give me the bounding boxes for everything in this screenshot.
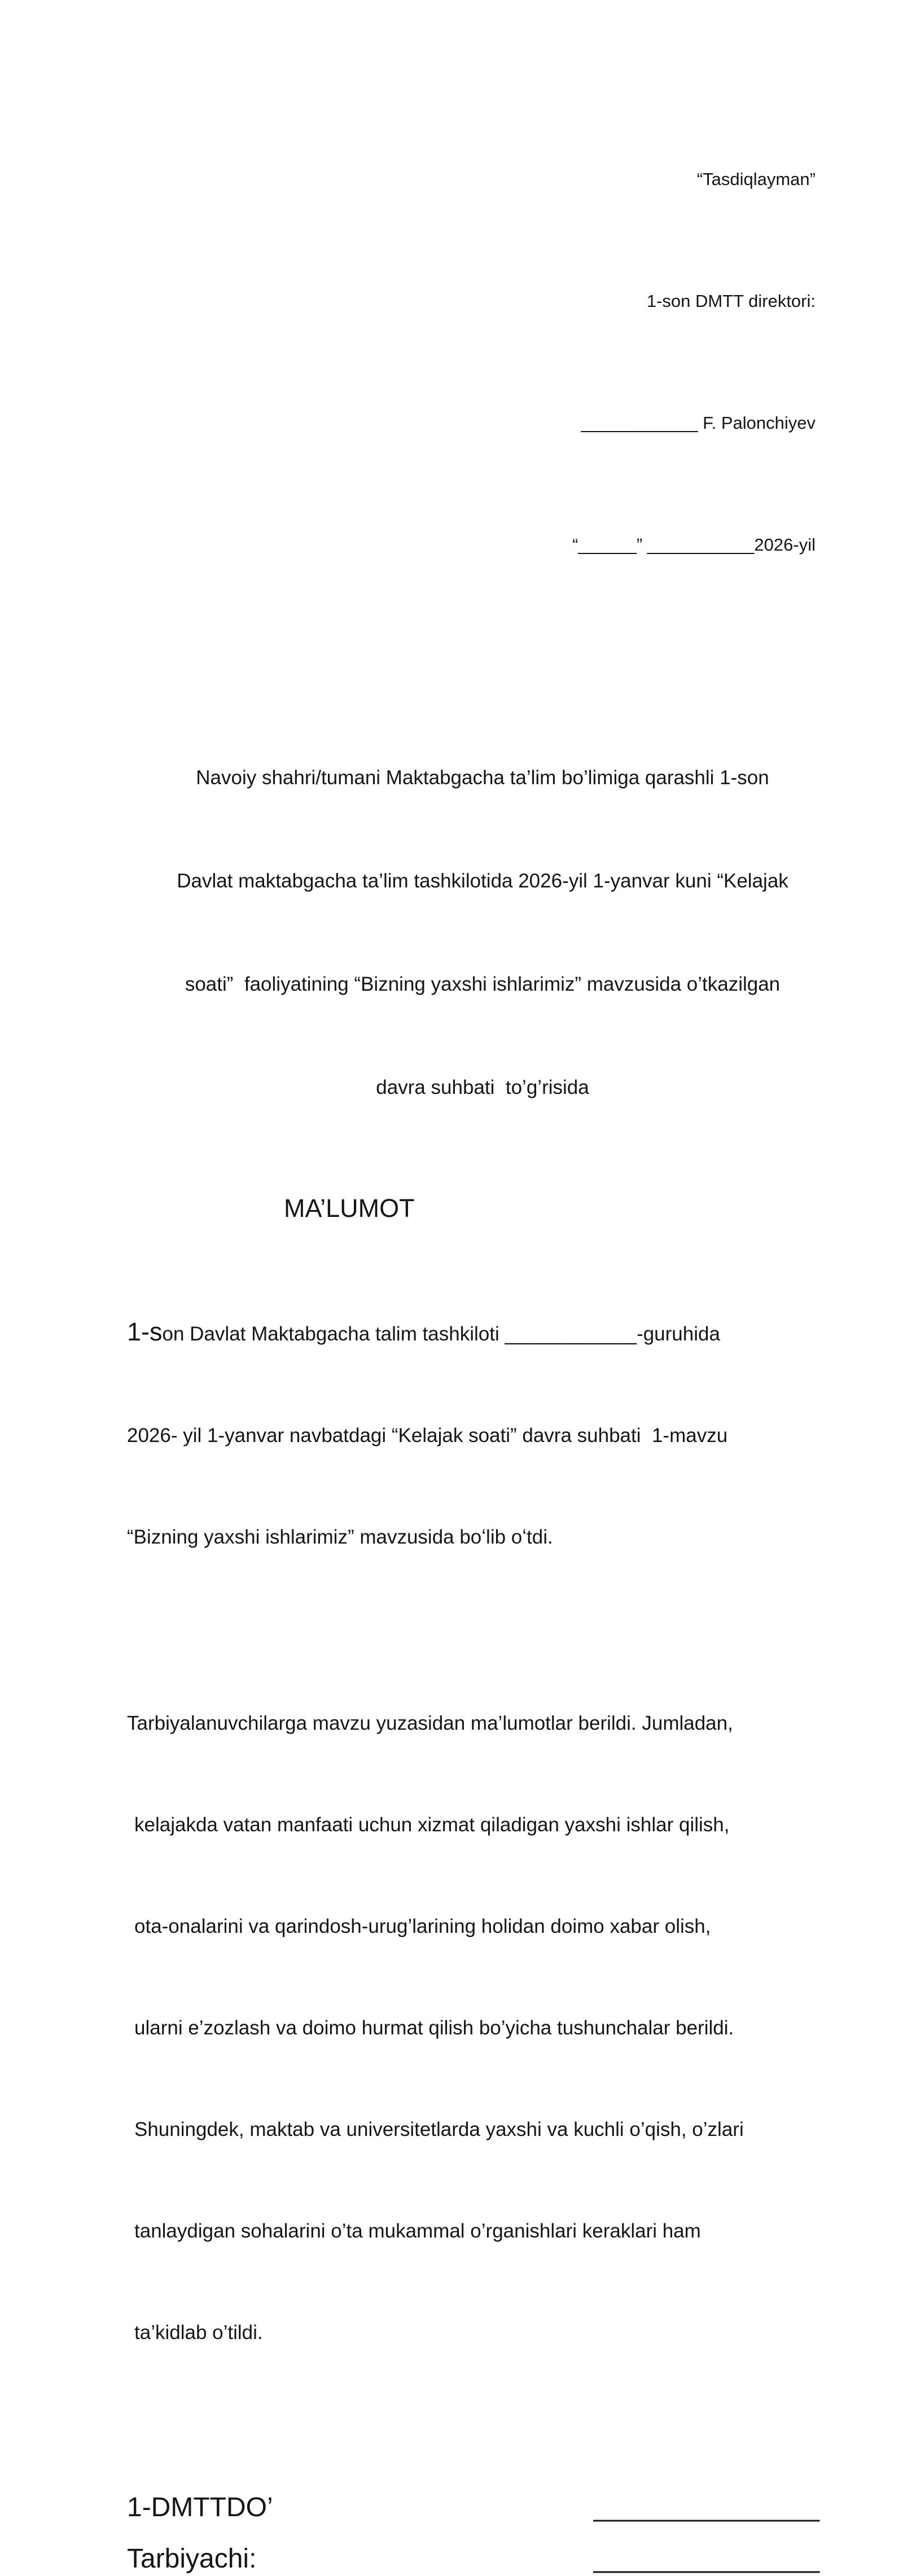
- paragraph2-line: ota-onalarini va qarindosh-urug’larining holidan doimo xabar olish,: [134, 1915, 711, 1937]
- document-page: [0, 78, 903, 2574]
- approval-line-tasdiqlayman: “Tasdiqlayman”: [696, 169, 816, 189]
- approval-line-date: “______” ___________2026-yil: [572, 535, 816, 555]
- paragraph1-line1-rest: on Davlat Maktabgacha talim tashkiloti ____________-guruhida: [162, 1323, 720, 1345]
- approval-line-director-signature: ____________ F. Palonchiyev: [581, 413, 816, 433]
- paragraph1-line: 2026- yil 1-yanvar navbatdagi “Kelajak soati” davra suhbati 1-mavzu: [127, 1425, 728, 1447]
- signature-row-dmttdo: [127, 2491, 838, 2525]
- signature-label-tarbiyachi: Tarbiyachi:: [127, 2544, 257, 2574]
- intro-line: davra suhbati to’g’risida: [376, 1076, 589, 1098]
- paragraph1-line: “Bizning yaxshi ishlarimiz” mavzusida boʻlib oʻtdi.: [127, 1526, 553, 1548]
- paragraph2-line: kelajakda vatan manfaati uchun xizmat qiladigan yaxshi ishlar qilish,: [134, 1814, 730, 1836]
- intro-line: Davlat maktabgacha ta’lim tashkilotida 2026-yil 1-yanvar kuni “Kelajak: [177, 870, 788, 892]
- document-title: MA’LUMOT: [284, 1194, 415, 1223]
- paragraph1-lead: 1-s: [127, 1317, 163, 1346]
- intro-paragraph: [127, 692, 838, 1173]
- signature-label-dmttdo: 1-DMTTDO’: [127, 2493, 273, 2522]
- intro-line: soati” faoliyatining “Bizning yaxshi ishlarimiz” mavzusida o’tkazilgan: [185, 973, 781, 995]
- signature-row-tarbiyachi: [127, 2542, 838, 2576]
- paragraph2-line: Shuningdek, maktab va universitetlarda yaxshi va kuchli o’qish, o’zlari: [134, 2118, 744, 2140]
- intro-line: Navoiy shahri/tumani Maktabgacha ta’lim bo’limiga qarashli 1-son: [196, 767, 769, 789]
- paragraph2-line: tanlaydigan sohalarini o’ta mukammal o’rganishlari keraklari ham: [134, 2220, 701, 2242]
- signature-line-dmttdo: _______________: [593, 2493, 819, 2522]
- approval-block: [127, 78, 838, 647]
- paragraph1-line: [127, 1315, 838, 1351]
- body-paragraph-2: [127, 1639, 838, 2417]
- paragraph2-line: ta’kidlab o’tildi.: [134, 2322, 263, 2344]
- paragraph2-line: ularni e’zozlash va doimo hurmat qilish bo’yicha tushunchalar berildi.: [134, 2017, 734, 2039]
- paragraph2-line: Tarbiyalanuvchilarga mavzu yuzasidan ma’lumotlar berildi. Jumladan,: [127, 1712, 733, 1734]
- signature-line-tarbiyachi: _______________: [593, 2544, 819, 2574]
- approval-line-director-title: 1-son DMTT direktori:: [646, 291, 816, 311]
- body-paragraph-1: [127, 1247, 838, 1622]
